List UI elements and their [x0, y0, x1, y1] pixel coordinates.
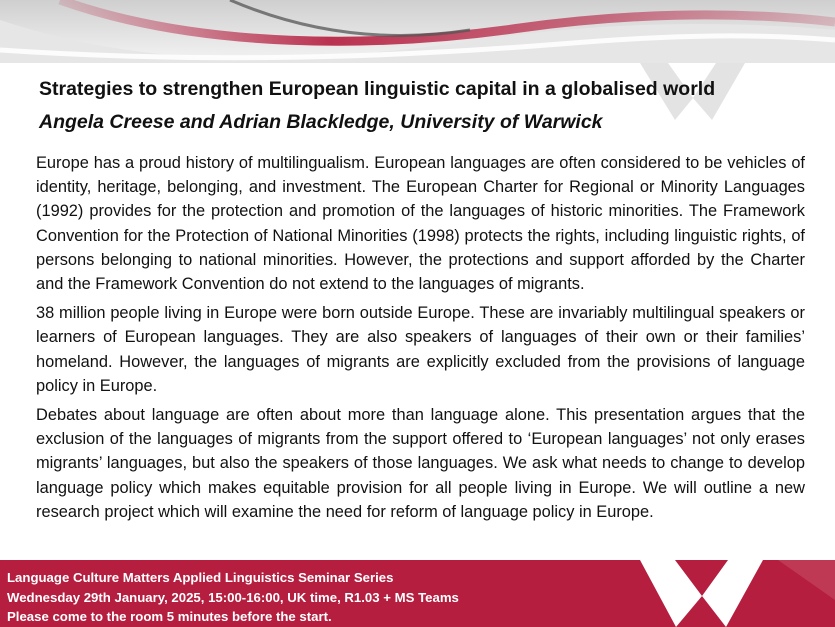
footer-details: [7, 568, 459, 627]
abstract-paragraph-3: Debates about language are often about more than language alone. This presentation argues that the exclusion of the languages of migrants from the support offered to ‘European languages’ not only erases migrants’ languages, but also the speakers of those languages. We ask what needs to change to develop language policy which makes equitable provision for all people living in Europe. We will outline a new research project which will examine the need for reform of language policy in Europe.: [36, 406, 805, 521]
arrival-note: Please come to the room 5 minutes before the start.: [7, 609, 332, 624]
abstract: [36, 151, 805, 529]
abstract-paragraph-2: 38 million people living in Europe were born outside Europe. These are invariably multilingual speakers or learners of European languages. They are also speakers of languages of their own or their families’ homeland. However, the languages of migrants are explicitly excluded from the provisions of language policy in Europe.: [36, 304, 805, 395]
talk-authors: Angela Creese and Adrian Blackledge, University of Warwick: [39, 111, 603, 133]
header-banner: [0, 0, 835, 120]
footer-banner: [0, 560, 835, 627]
talk-title: Strategies to strengthen European linguistic capital in a globalised world: [39, 78, 716, 100]
seminar-series: Language Culture Matters Applied Linguistics Seminar Series: [7, 570, 394, 585]
event-datetime: Wednesday 29th January, 2025, 15:00-16:00, UK time, R1.03 + MS Teams: [7, 589, 459, 605]
warwick-w-logo: [600, 560, 835, 627]
abstract-paragraph-1: Europe has a proud history of multilingualism. European languages are often considered to be vehicles of identity, heritage, belonging, and investment. The European Charter for Regional or Minority Languages (1992) provides for the protection and promotion of the languages of historic minorities. The Framework Convention for the Protection of National Minorities (1998) protects the rights, including linguistic rights, of persons belonging to national minorities. However, the protections and support afforded by the Charter and the Framework Convention do not extend to the languages of migrants.: [36, 154, 805, 294]
